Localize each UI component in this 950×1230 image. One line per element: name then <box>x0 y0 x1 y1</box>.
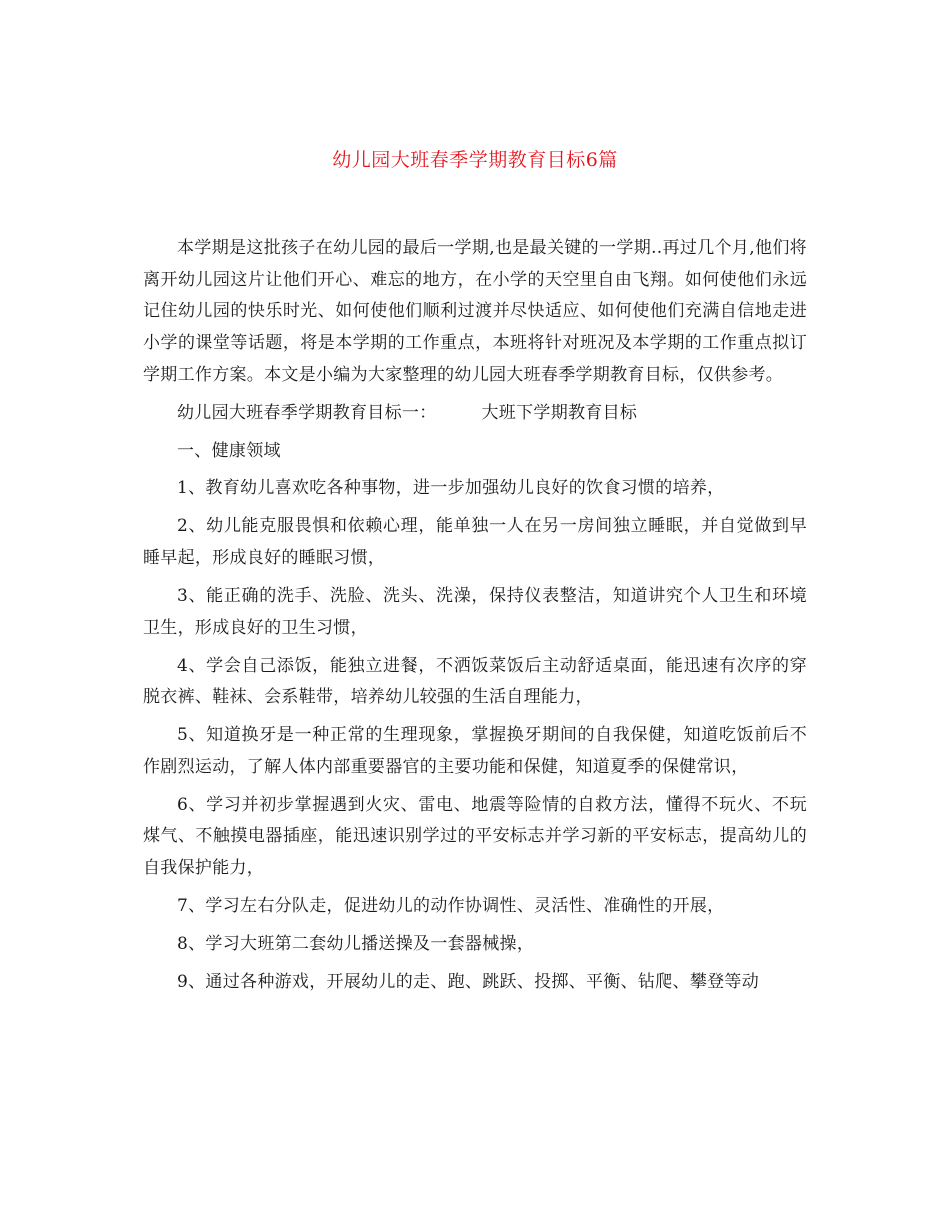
intro-paragraph: 本学期是这批孩子在幼儿园的最后一学期,也是最关键的一学期..再过几个月,他们将离开幼儿园这片让他们开心、难忘的地方，在小学的天空里自由飞翔。如何使他们永远记住幼儿园的快乐时光、如何使他们顺利过渡并尽快适应、如何使他们充满自信地走进小学的课堂等话题，将是本学期的工作重点，本班将针对班况及本学期的工作重点拟订学期工作方案。本文是小编为大家整理的幼儿园大班春季学期教育目标，仅供参考。 <box>143 238 807 385</box>
list-item: 2、幼儿能克服畏惧和依赖心理，能单独一人在另一房间独立睡眠，并自觉做到早睡早起，形成良好的睡眠习惯， <box>143 516 807 569</box>
section-label: 幼儿园大班春季学期教育目标一： <box>177 402 437 423</box>
list-item: 7、学习左右分队走，促进幼儿的动作协调性、灵活性、准确性的开展， <box>177 896 725 917</box>
domain-heading: 一、健康领域 <box>177 440 281 461</box>
list-item: 9、通过各种游戏，开展幼儿的走、跑、跳跃、投掷、平衡、钻爬、攀登等动 <box>177 971 760 992</box>
section-subtitle: 大班下学期教育目标 <box>481 402 638 423</box>
list-item: 1、教育幼儿喜欢吃各种事物，进一步加强幼儿良好的饮食习惯的培养， <box>177 478 725 499</box>
list-item: 3、能正确的洗手、洗脸、洗头、洗澡，保持仪表整洁，知道讲究个人卫生和环境卫生，形成良好的卫生习惯， <box>143 585 807 638</box>
list-item: 5、知道换牙是一种正常的生理现象，掌握换牙期间的自我保健，知道吃饭前后不作剧烈运动，了解人体内部重要器官的主要功能和保健，知道夏季的保健常识， <box>143 725 807 777</box>
document-title: 幼儿园大班春季学期教育目标6篇 <box>332 149 618 171</box>
list-item: 4、学会自己添饭，能独立进餐，不洒饭菜饭后主动舒适桌面，能迅速有次序的穿脱衣裤、鞋袜、会系鞋带，培养幼儿较强的生活自理能力， <box>143 655 807 708</box>
section-heading <box>143 398 807 430</box>
list-item: 6、学习并初步掌握遇到火灾、雷电、地震等险情的自救方法，懂得不玩火、不玩煤气、不触摸电器插座，能迅速识别学过的平安标志并学习新的平安标志，提高幼儿的自我保护能力， <box>143 794 807 879</box>
document-body <box>143 233 807 1005</box>
list-item: 8、学习大班第二套幼儿播送操及一套器械操， <box>177 933 535 954</box>
